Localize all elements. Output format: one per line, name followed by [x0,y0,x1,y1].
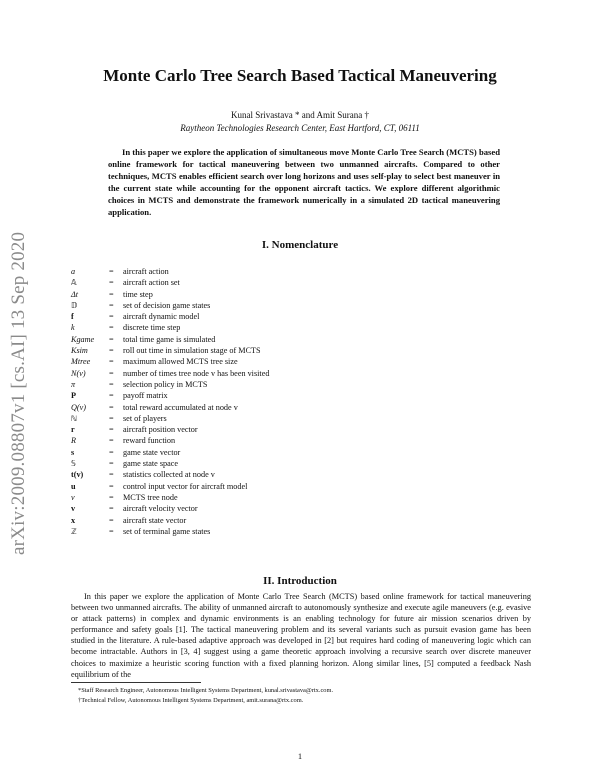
nomenclature-description: discrete time step [123,323,181,333]
nomenclature-symbol: Ksim [71,346,88,356]
nomenclature-symbol: π [71,379,76,389]
nomenclature-symbol: v [71,492,75,502]
nomenclature-equals: = [109,300,114,310]
nomenclature-equals: = [109,526,114,536]
nomenclature-description: set of terminal game states [123,526,211,536]
nomenclature-row [71,447,269,458]
nomenclature-symbol: Δt [71,289,79,299]
nomenclature-equals: = [109,504,114,514]
nomenclature-row [71,266,269,277]
nomenclature-symbol: s [71,447,75,457]
nomenclature-list [71,266,269,537]
nomenclature-symbol: 𝔸 [71,278,77,288]
nomenclature-description: total reward accumulated at node v [123,402,238,412]
section-heading-introduction: II. Introduction [263,575,337,587]
nomenclature-row [71,356,269,367]
nomenclature-row [71,503,269,514]
nomenclature-description: maximum allowed MCTS tree size [123,357,238,367]
nomenclature-equals: = [109,357,114,367]
nomenclature-symbol: r [71,425,75,435]
affiliation: Raytheon Technologies Research Center, East Hartford, CT, 06111 [180,123,420,133]
footnote-1: *Staff Research Engineer, Autonomous Intelligent Systems Department, kunal.srivastava@rtx.com. [78,687,334,694]
nomenclature-equals: = [109,481,114,491]
nomenclature-equals: = [109,289,114,299]
nomenclature-symbol: 𝕊 [71,459,76,469]
nomenclature-row [71,345,269,356]
nomenclature-row [71,390,269,401]
nomenclature-symbol: ℕ [71,413,78,423]
abstract: In this paper we explore the application of simultaneous move Monte Carlo Tree Search (MCTS) based online framework for tactical maneuvering between two unmanned aircrafts. Compared to other techniques, MCTS enables efficient search over long horizons and uses self-play to select best maneuver in the current state while accounting for the opponent aircraft tactics. We explore different algorithmic choices in MCTS and demonstrate the framework numerically in a simulated 2D tactical maneuvering application. [108,147,500,218]
nomenclature-equals: = [109,515,114,525]
nomenclature-description: reward function [123,436,176,446]
nomenclature-description: total time game is simulated [123,334,216,344]
nomenclature-equals: = [109,346,114,356]
nomenclature-equals: = [109,379,114,389]
nomenclature-equals: = [109,368,114,378]
nomenclature-row [71,402,269,413]
nomenclature-description: selection policy in MCTS [123,379,208,389]
arxiv-stamp: arXiv:2009.08807v1 [cs.AI] 13 Sep 2020 [8,231,29,555]
nomenclature-description: time step [123,289,153,299]
paper-title: Monte Carlo Tree Search Based Tactical Maneuvering [103,66,497,85]
nomenclature-description: aircraft action set [123,278,180,288]
nomenclature-equals: = [109,447,114,457]
nomenclature-symbol: k [71,323,75,333]
footnote-rule [71,682,201,683]
nomenclature-row [71,277,269,288]
nomenclature-symbol: N(v) [71,368,86,378]
nomenclature-equals: = [109,267,114,276]
nomenclature-description: aircraft position vector [123,425,198,435]
nomenclature-symbol: f [71,312,74,322]
nomenclature-symbol: R [71,436,77,446]
nomenclature-description: control input vector for aircraft model [123,481,248,491]
nomenclature-row [71,379,269,390]
nomenclature-symbol: ℤ [71,526,77,536]
nomenclature-equals: = [109,334,114,344]
nomenclature-row [71,481,269,492]
nomenclature-description: game state space [123,459,179,469]
nomenclature-row [71,424,269,435]
nomenclature-description: statistics collected at node v [123,470,215,480]
nomenclature-equals: = [109,470,114,480]
nomenclature-symbol: t(v) [71,470,84,480]
page-number: 1 [297,751,303,761]
footnote-2: †Technical Fellow, Autonomous Intelligent Systems Department, amit.surana@rtx.com. [78,697,304,704]
nomenclature-description: set of players [123,413,167,423]
nomenclature-description: aircraft action [123,267,169,276]
nomenclature-equals: = [109,402,114,412]
nomenclature-symbol: Q(v) [71,402,86,412]
nomenclature-row [71,515,269,526]
nomenclature-symbol: a [71,267,76,276]
nomenclature-equals: = [109,459,114,469]
nomenclature-equals: = [109,278,114,288]
nomenclature-row [71,458,269,469]
authors: Kunal Srivastava * and Amit Surana † [231,110,369,120]
nomenclature-row [71,413,269,424]
nomenclature-symbol: Mtree [71,357,91,367]
nomenclature-description: aircraft dynamic model [123,312,200,322]
nomenclature-symbol: x [71,515,76,525]
introduction-paragraph: In this paper we explore the application of Monte Carlo Tree Search (MCTS) based online framework for tactical maneuvering between two unmanned aircrafts. The ability of unmanned aircraft to autonomously synthesize and execute agile maneuvers (e.g. evasive or attack patterns) in complex and dynamic environments is an enabling technology for future air mission scenarios driven by performance and safety goals [1]. The tactical maneuvering problem and its several variants such as pursuit evasion game has been studied in the literature. A rule-based adaptive approach was developed in [2] but requires hard coding of maneuvering logic which can become intractable. Authors in [3, 4] suggest using a game theoretic approach involving a recursive search over discrete maneuver choices to maximize a heuristic scoring function with a fixed planning horizon. Along similar lines, [5] computed a feedback Nash equilibrium of the [71,592,531,679]
nomenclature-row [71,492,269,503]
nomenclature-equals: = [109,436,114,446]
nomenclature-description: aircraft state vector [123,515,187,525]
nomenclature-symbol: Kgame [71,334,95,344]
nomenclature-row [71,469,269,480]
nomenclature-equals: = [109,425,114,435]
nomenclature-symbol: P [71,391,77,401]
nomenclature-symbol: v [71,504,76,514]
nomenclature-description: MCTS tree node [123,492,178,502]
nomenclature-description: aircraft velocity vector [123,504,198,514]
nomenclature-row [71,322,269,333]
nomenclature-row [71,311,269,322]
nomenclature-symbol: 𝔻 [71,300,78,310]
nomenclature-row [71,435,269,446]
nomenclature-equals: = [109,323,114,333]
nomenclature-description: set of decision game states [123,300,211,310]
nomenclature-description: number of times tree node v has been visited [123,368,270,378]
nomenclature-row [71,289,269,300]
nomenclature-row [71,526,269,537]
nomenclature-symbol: u [71,481,76,491]
nomenclature-description: game state vector [123,447,181,457]
nomenclature-equals: = [109,391,114,401]
nomenclature-equals: = [109,492,114,502]
nomenclature-description: roll out time in simulation stage of MCTS [123,346,261,356]
nomenclature-row [71,368,269,379]
section-heading-nomenclature: I. Nomenclature [261,239,339,251]
nomenclature-row [71,300,269,311]
nomenclature-equals: = [109,413,114,423]
nomenclature-row [71,334,269,345]
nomenclature-description: payoff matrix [123,391,168,401]
nomenclature-equals: = [109,312,114,322]
